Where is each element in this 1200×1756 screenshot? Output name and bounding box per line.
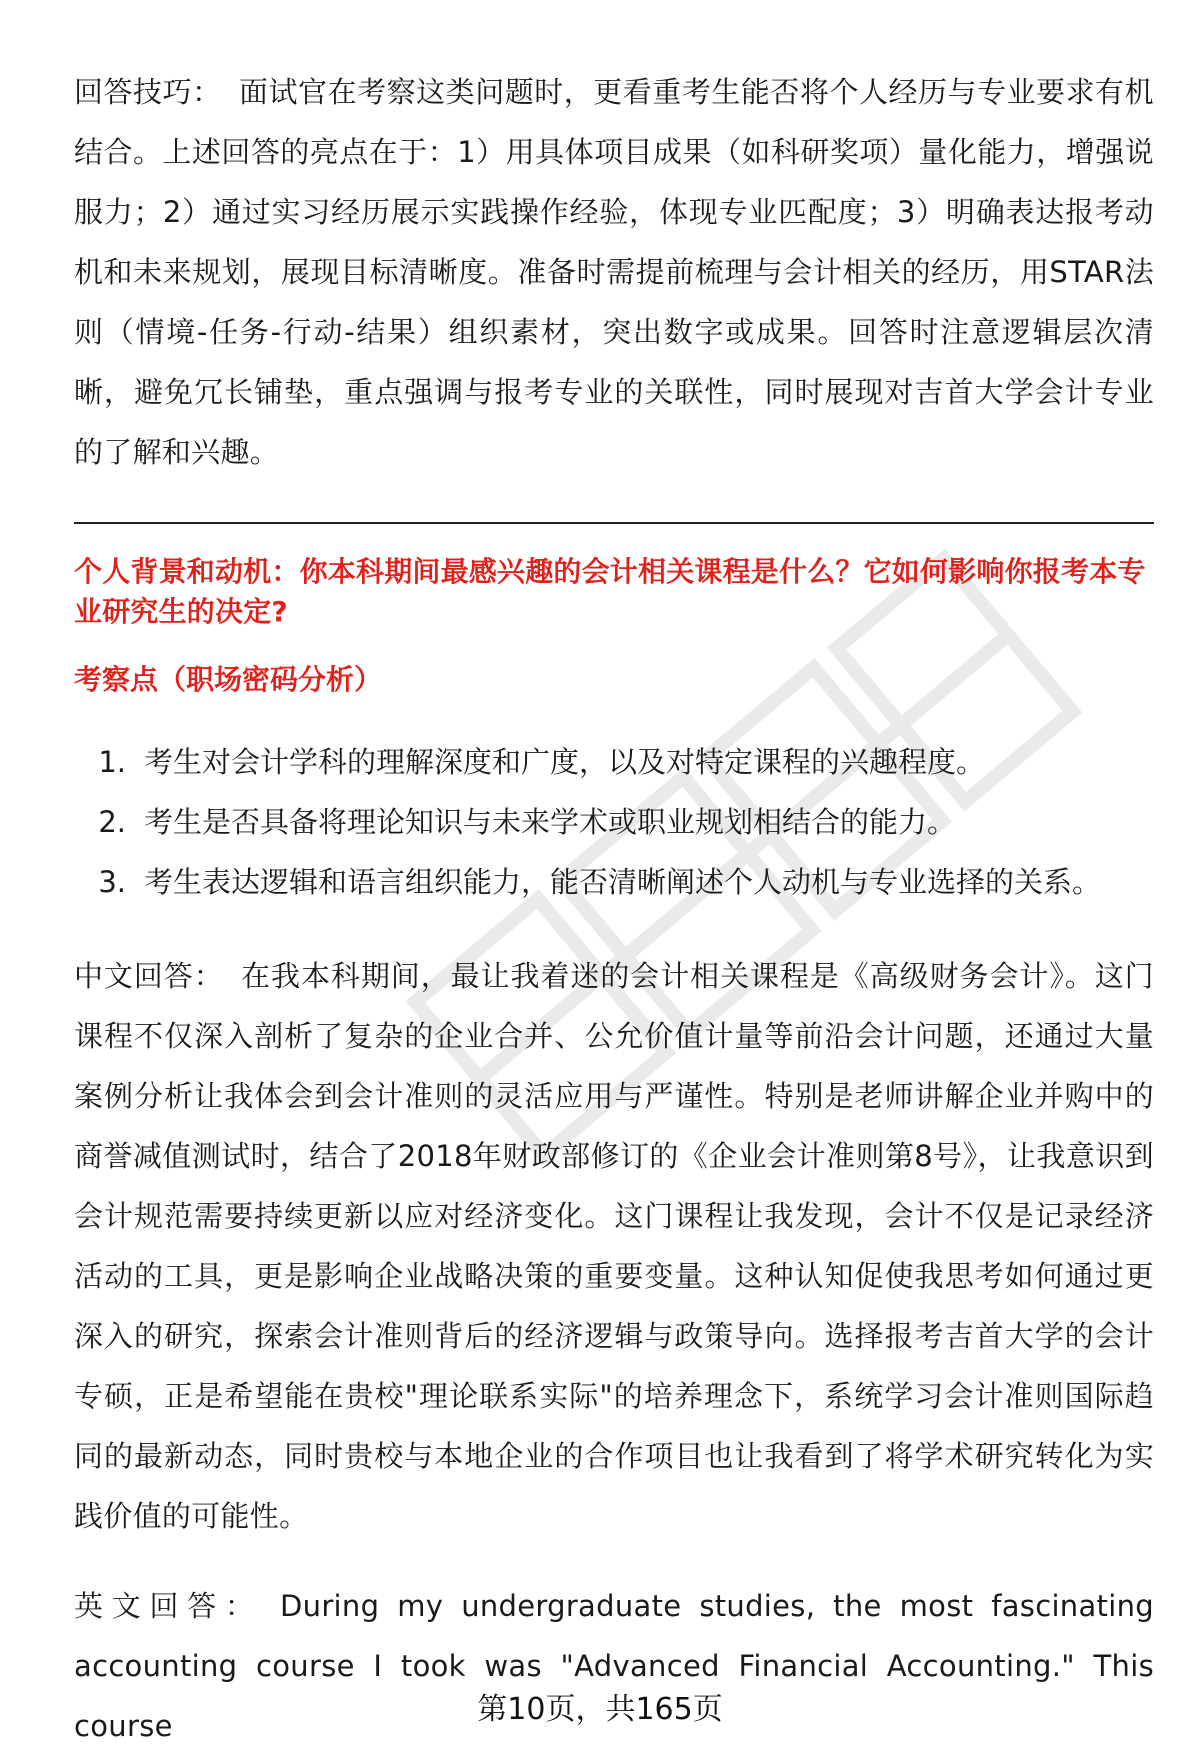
list-item-number: 3. [98, 865, 126, 899]
list-item-number: 1. [98, 745, 126, 779]
answer-tips-text: 面试官在考察这类问题时，更看重考生能否将个人经历与专业要求有机结合。上述回答的亮点在于：1）用具体项目成果（如科研奖项）量化能力，增强说服力；2）通过实习经历展示实践操作经验，体现专业匹配度；3）明确表达报考动机和未来规划，展现目标清晰度。准备时需提前梳理与会计相关的经历，用STAR法则（情境-任务-行动-结果）组织素材，突出数字或成果。回答时注意逻辑层次清晰，避免冗长铺垫，重点强调与报考专业的关联性，同时展现对吉首大学会计专业的了解和兴趣。 [74, 75, 1154, 469]
chinese-answer-paragraph [74, 946, 1154, 1546]
list-item-text: 考生对会计学科的理解深度和广度，以及对特定课程的兴趣程度。 [144, 745, 986, 779]
examination-heading: 考察点（职场密码分析） [74, 663, 383, 696]
section-divider [74, 522, 1154, 524]
page-number-footer: 第10页，共165页 [477, 1692, 723, 1727]
english-answer-text: During my undergraduate studies, the most fascinating accounting course I took was "Advanced Financial Accounting." This course [74, 1589, 1154, 1743]
document-page [74, 62, 1154, 1756]
chinese-answer-text: 在我本科期间，最让我着迷的会计相关课程是《高级财务会计》。这门课程不仅深入剖析了复杂的企业合并、公允价值计量等前沿会计问题，还通过大量案例分析让我体会到会计准则的灵活应用与严谨性。特别是老师讲解企业并购中的商誉减值测试时，结合了2018年财政部修订的《企业会计准则第8号》，让我意识到会计规范需要持续更新以应对经济变化。这门课程让我发现，会计不仅是记录经济活动的工具，更是影响企业战略决策的重要变量。这种认知促使我思考如何通过更深入的研究，探索会计准则背后的经济逻辑与政策导向。选择报考吉首大学的会计专硕，正是希望能在贵校"理论联系实际"的培养理念下，系统学习会计准则国际趋同的最新动态，同时贵校与本地企业的合作项目也让我看到了将学术研究转化为实践价值的可能性。 [74, 959, 1154, 1533]
question-heading: 个人背景和动机：你本科期间最感兴趣的会计相关课程是什么？它如何影响你报考本专业研究生的决定? [74, 555, 1146, 628]
list-item-text: 考生是否具备将理论知识与未来学术或职业规划相结合的能力。 [144, 805, 957, 839]
list-item-number: 2. [98, 805, 126, 839]
list-item [74, 852, 1154, 912]
english-answer-label: 英文回答： [74, 1589, 263, 1623]
chinese-answer-label: 中文回答： [74, 959, 224, 993]
list-item-text: 考生表达逻辑和语言组织能力，能否清晰阐述个人动机与专业选择的关系。 [144, 865, 1102, 899]
list-item [74, 732, 1154, 792]
answer-tips-label: 回答技巧： [74, 75, 222, 109]
list-item [74, 792, 1154, 852]
answer-tips-paragraph [74, 62, 1154, 482]
examination-points-list [74, 732, 1154, 912]
